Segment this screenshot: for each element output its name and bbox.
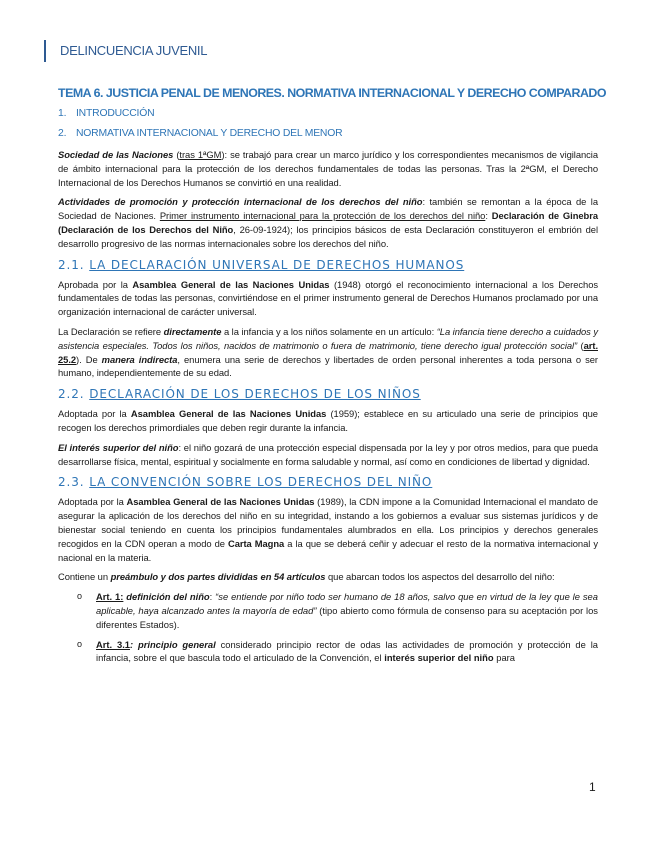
article-list	[58, 590, 598, 665]
paragraph-2-1-b: La Declaración se refiere directamente a la infancia y a los niños solamente en un artículo: “La infancia tiene derecho a cuidados y asistencia especiales. Todos los niños, nacidos de matrimonio o fuera de matrimonio, tiene derecho igual protección social” (art. 25.2). De manera indirecta, enumera una serie de derechos y libertades de orden personal inherentes a toda persona o ser humano, independientemente de su edad.	[58, 325, 598, 379]
section-item-normativa: 2. NORMATIVA INTERNACIONAL Y DERECHO DEL MENOR	[58, 128, 343, 139]
running-header: DELINCUENCIA JUVENIL	[44, 40, 207, 62]
paragraph-2-2-a: Adoptada por la Asamblea General de las Naciones Unidas (1959); establece en su articulado una serie de principios que recogen los derechos primordiales que deben regir durante la infancia.	[58, 408, 598, 433]
list-item-art-1: o Art. 1: definición del niño: “se entiende por niño todo ser humano de 18 años, salvo que en virtud de la ley que le sea aplicable, haya alcanzado antes la mayoría de edad” (tipo abierto como fórmula de consenso para su aceptación por los diferentes Estados).	[77, 591, 598, 630]
paragraph-2-1-a: Aprobada por la Asamblea General de las Naciones Unidas (1948) otorgó el reconocimiento internacional a los Derechos fundamentales de todas las personas, convirtiéndose en el primer instrumento general de Derechos Humanos proclamado por una organización internacional de carácter universal.	[58, 278, 598, 318]
paragraph-actividades: Actividades de promoción y protección internacional de los derechos del niño: también se remontan a la época de la Sociedad de Naciones. Primer instrumento internacional para la protección de los derechos del niño: Declaración de Ginebra (Declaración de los Derechos del Niño, 26-09-1924); los principios básicos de esta Declaración constituyeron el embrión del desarrollo progresivo de las normas internacionales sobre los derechos del niño.	[58, 196, 599, 249]
document-body	[58, 86, 606, 671]
section-list	[58, 108, 598, 139]
paragraph-2-2-b: El interés superior del niño: el niño gozará de una protección especial dispensada por la ley y por otros medios, para que pueda desarrollarse física, mental, espiritual y socialmente en forma saludable y normal, así como en condiciones de libertad y dignidad.	[58, 441, 598, 467]
page-number: 1	[589, 780, 596, 794]
section-item-introduccion: 1. INTRODUCCIÓN	[58, 108, 155, 119]
paragraph-2-3-a: Adoptada por la Asamblea General de las Naciones Unidas (1989), la CDN impone a la Comunidad Internacional el mandato de asegurar la aplicación de los derechos del niño en su integridad, instando a los gobiernos a evaluar sus sistemas jurídicos y de bienestar social teniendo en cuenta los principios fundamentales alumbrados en ella. Los principios y derechos generales recogidos en la CDN operan a modo de Carta Magna a la que se deberá ceñir y adecuar el resto de la normativa internacional y nacional en la materia.	[58, 496, 598, 563]
paragraph-sociedad-naciones: Sociedad de las Naciones (tras 1ªGM): se trabajó para crear un marco jurídico y los correspondientes mecanismos de vigilancia de ámbito internacional para la protección de los derechos fundamentales de todas las personas. Tras la 2ªGM, el Derecho Internacional de los Derechos Humanos se convirtió en una realidad.	[58, 149, 598, 188]
list-item-art-3-1: o Art. 3.1: principio general considerado principio rector de odas las actividades de promoción y protección de la infancia, sobre el que bascula todo el articulado de la Convención, el interés superior del niño para	[77, 638, 598, 664]
heading-2-1: 2.1. LA DECLARACIÓN UNIVERSAL DE DERECHOS HUMANOS	[58, 257, 465, 272]
heading-2-2: 2.2. DECLARACIÓN DE LOS DERECHOS DE LOS NIÑOS	[58, 387, 421, 402]
heading-2-3: 2.3. LA CONVENCIÓN SOBRE LOS DERECHOS DEL NIÑO	[58, 475, 433, 490]
paragraph-2-3-b: Contiene un preámbulo y dos partes divididas en 54 artículos que abarcan todos los aspectos del desarrollo del niño:	[58, 571, 555, 583]
bullet-circle-icon: o	[77, 591, 83, 602]
chapter-title: TEMA 6. JUSTICIA PENAL DE MENORES. NORMATIVA INTERNACIONAL Y DERECHO COMPARADO	[58, 86, 606, 100]
bullet-circle-icon: o	[77, 638, 83, 649]
